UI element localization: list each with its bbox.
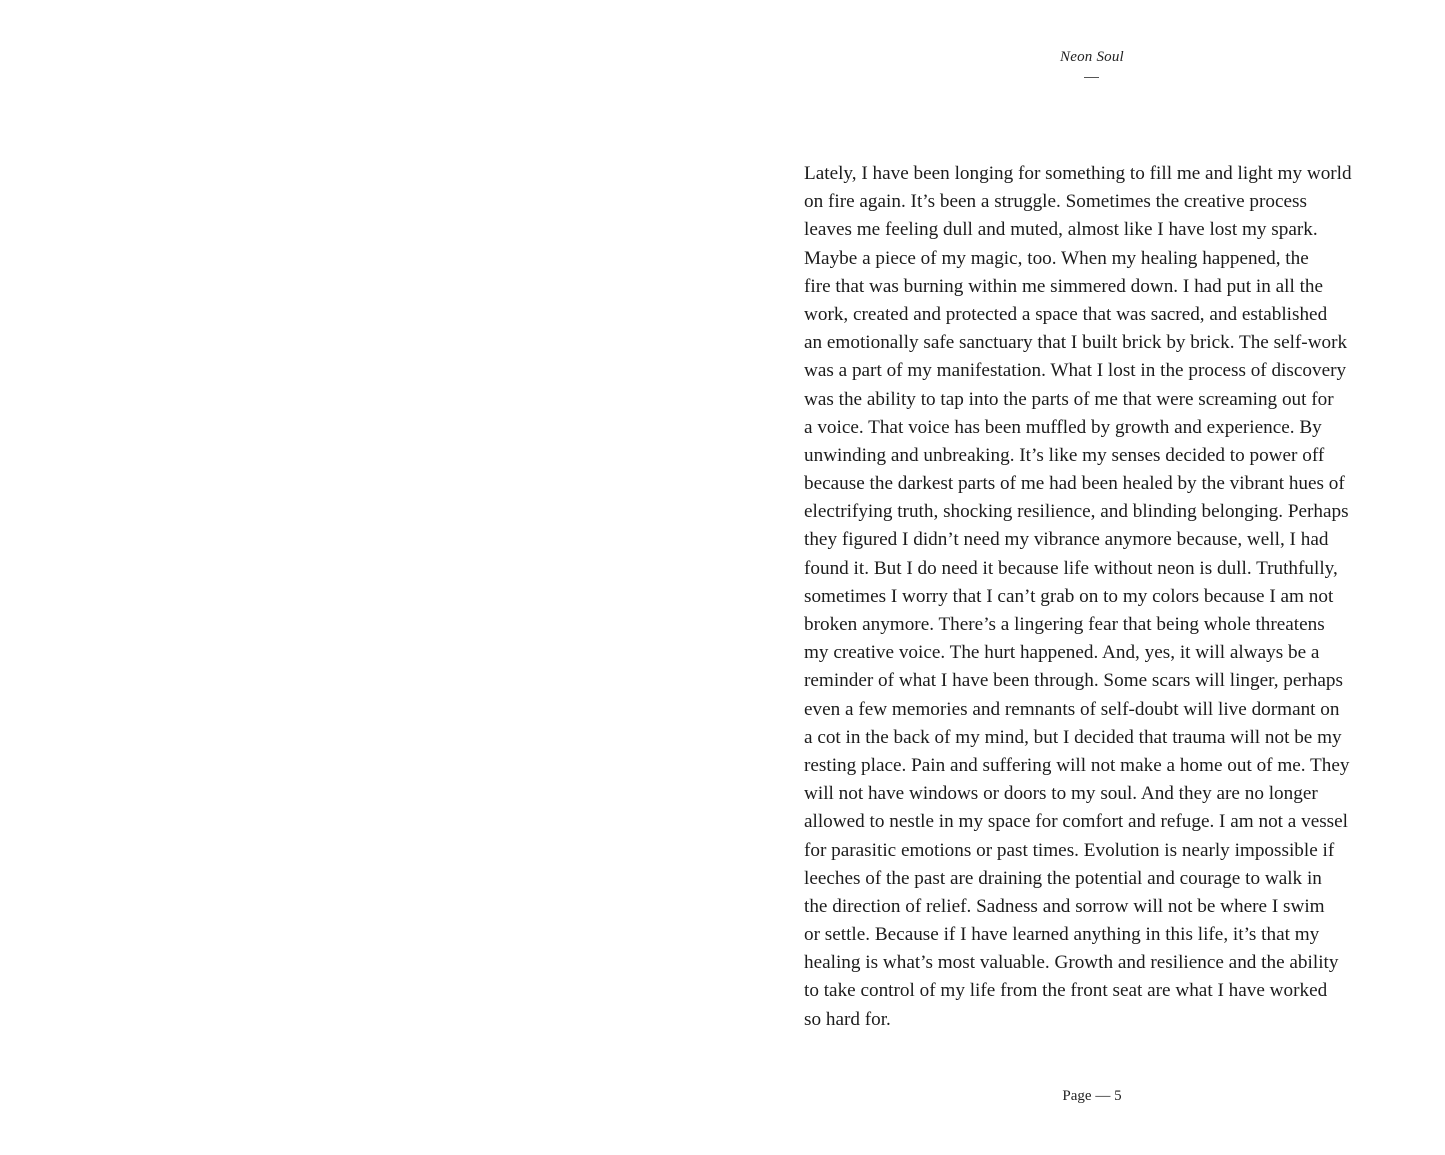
body-line: sometimes I worry that I can’t grab on to my colors because I am not <box>804 585 1334 607</box>
body-line: to take control of my life from the front seat are what I have worked <box>804 980 1328 1002</box>
running-head: Neon Soul <box>1060 49 1124 65</box>
body-line: for parasitic emotions or past times. Evolution is nearly impossible if <box>804 839 1335 861</box>
body-line: allowed to nestle in my space for comfort and refuge. I am not a vessel <box>804 811 1348 833</box>
body-line: so hard for. <box>804 1008 891 1030</box>
body-line: a voice. That voice has been muffled by growth and experience. By <box>804 416 1322 438</box>
body-line: will not have windows or doors to my soul. And they are no longer <box>804 783 1318 805</box>
body-line: healing is what’s most valuable. Growth and resilience and the ability <box>804 952 1339 974</box>
body-text <box>804 160 1394 1034</box>
body-line: reminder of what I have been through. Some scars will linger, perhaps <box>804 670 1343 692</box>
body-line: Lately, I have been longing for something to fill me and light my world <box>804 163 1352 184</box>
body-line: was a part of my manifestation. What I lost in the process of discovery <box>804 360 1347 382</box>
body-line: they figured I didn’t need my vibrance anymore because, well, I had <box>804 529 1329 551</box>
body-line: Maybe a piece of my magic, too. When my healing happened, the <box>804 247 1309 269</box>
body-line: unwinding and unbreaking. It’s like my senses decided to power off <box>804 444 1325 466</box>
body-line: my creative voice. The hurt happened. And, yes, it will always be a <box>804 642 1320 664</box>
body-line: resting place. Pain and suffering will not make a home out of me. They <box>804 754 1350 776</box>
body-line: even a few memories and remnants of self-doubt will live dormant on <box>804 698 1340 720</box>
body-line: fire that was burning within me simmered down. I had put in all the <box>804 275 1324 297</box>
left-page-blank <box>0 0 722 1155</box>
body-line: broken anymore. There’s a lingering fear that being whole threatens <box>804 614 1325 635</box>
body-line: a cot in the back of my mind, but I decided that trauma will not be my <box>804 726 1342 748</box>
running-head-rule <box>1084 77 1099 78</box>
page-number: Page — 5 <box>1062 1088 1122 1104</box>
body-line: or settle. Because if I have learned anything in this life, it’s that my <box>804 924 1320 946</box>
body-line: an emotionally safe sanctuary that I built brick by brick. The self-work <box>804 332 1348 354</box>
body-line: because the darkest parts of me had been healed by the vibrant hues of <box>804 473 1345 495</box>
right-page <box>722 0 1445 1155</box>
body-line: leeches of the past are draining the potential and courage to walk in <box>804 867 1322 889</box>
body-line: found it. But I do need it because life without neon is dull. Truthfully, <box>804 557 1338 579</box>
body-line: the direction of relief. Sadness and sorrow will not be where I swim <box>804 895 1325 917</box>
body-line: work, created and protected a space that was sacred, and established <box>804 303 1328 325</box>
body-line: on fire again. It’s been a struggle. Sometimes the creative process <box>804 191 1307 213</box>
body-line: was the ability to tap into the parts of me that were screaming out for <box>804 388 1334 410</box>
body-line: electrifying truth, shocking resilience, and blinding belonging. Perhaps <box>804 501 1349 523</box>
body-line: leaves me feeling dull and muted, almost like I have lost my spark. <box>804 219 1318 241</box>
